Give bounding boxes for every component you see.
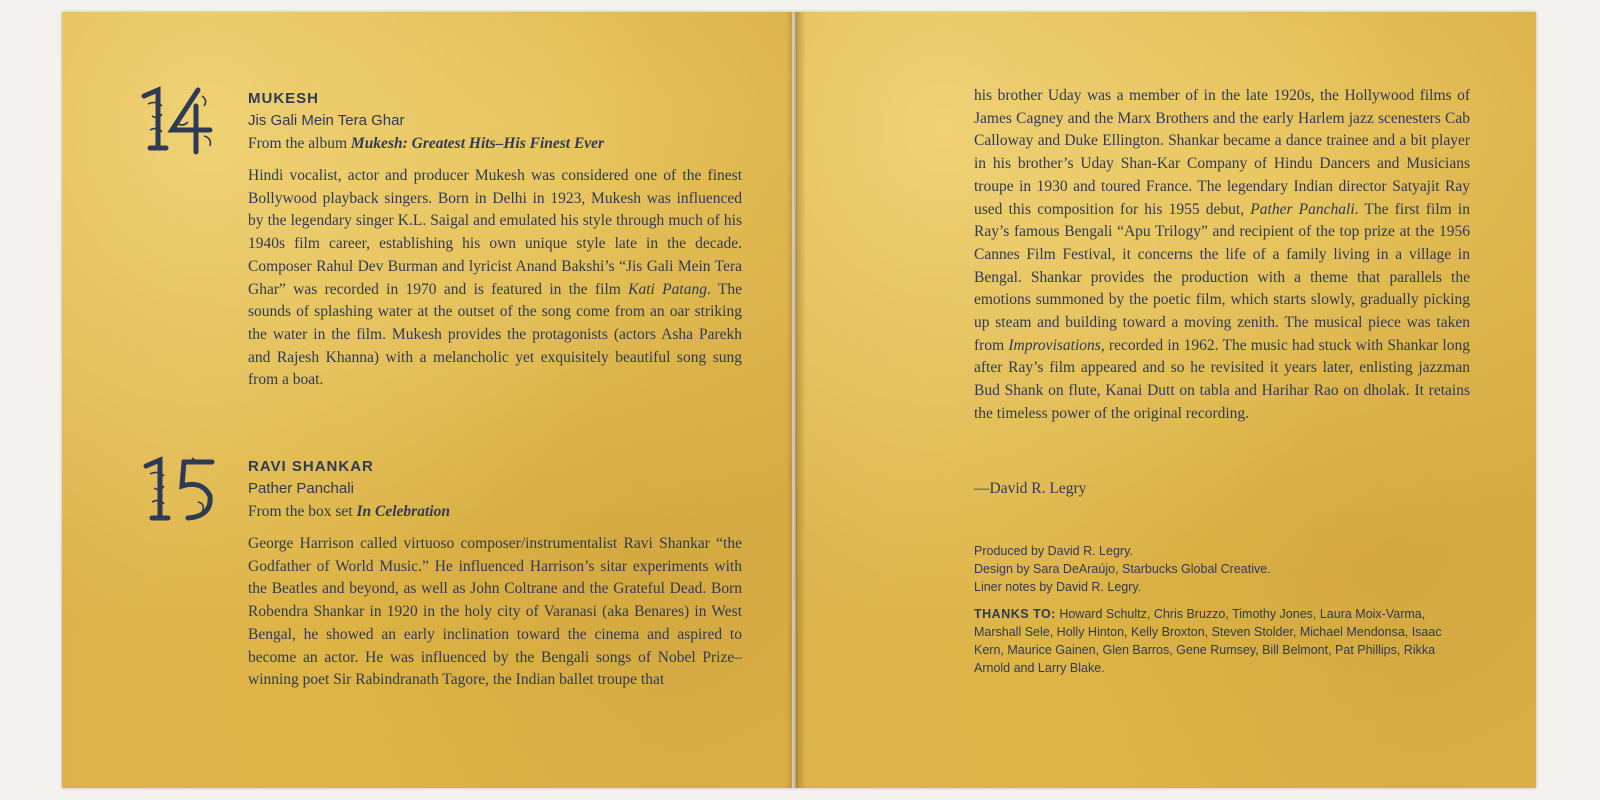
film-title-pather-panchali: Pather Panchali	[1250, 200, 1355, 218]
track-14-section	[248, 88, 748, 392]
ornamental-number-15-icon	[140, 456, 220, 526]
continued-text-2: . The first film in Ray’s famous Bengali “Apu Trilogy” and recipient of the top prize at the 1956 Cannes Film Festival, it concerns the life of a family living in a village in Bengal. Shankar provides the production with a theme that parallels the emotions summoned by the poetic film, which starts slowly, gradually picking up steam and building toward a moving zenith. The musical piece was taken from	[974, 200, 1470, 354]
track-14-artist: MUKESH	[248, 90, 320, 107]
track-15-box-set-title: In Celebration	[356, 503, 450, 520]
continued-text-1: his brother Uday was a member of in the late 1920s, the Hollywood films of James Cagney and the Marx Brothers and the early Harlem jazz scenesters Cab Calloway and Duke Ellington. Shankar became a dance trainee and a bit player in his brother’s Uday Shan-Kar Company of Hindu Dancers and Musicians troupe in 1930 and toured France. The legendary Indian director Satyajit Ray used this composition for his 1955 debut,	[974, 87, 1470, 218]
produced-by: Produced by David R. Legry.	[974, 544, 1133, 558]
track-15-source-prefix: From the box set	[248, 503, 357, 520]
liner-notes-by: Liner notes by David R. Legry.	[974, 580, 1142, 594]
track-14-film-title: Kati Patang	[628, 280, 707, 298]
track-15-notes-continued	[974, 85, 1470, 426]
track-14-album-title: Mukesh: Greatest Hits–His Finest Ever	[350, 135, 605, 152]
track-15-artist: RAVI SHANKAR	[248, 458, 374, 475]
design-by: Design by Sara DeAraújo, Starbucks Global Creative.	[974, 562, 1271, 576]
track-14-notes	[248, 165, 742, 392]
track-15-section	[248, 456, 748, 692]
track-14-notes-text-1: Hindi vocalist, actor and producer Mukesh was considered one of the finest Bollywood playback singers. Born in Delhi in 1923, Mukesh was influenced by the legendary singer K.L. Saigal and emulated his style through much of his 1940s film career, establishing his own unique style late in the decade. Composer Rahul Dev Burman and lyricist Anand Bakshi’s “Jis Gali Mein Tera Ghar” was recorded in 1970 and is featured in the film	[248, 167, 742, 298]
track-15-notes: George Harrison called virtuoso composer/instrumentalist Ravi Shankar “the Godfather of World Music.” He influenced Harrison’s sitar experiments with the Beatles and beyond, as well as John Coltrane and the Grateful Dead. Born Robendra Shankar in 1920 in the holy city of Varanasi (aka Benares) in West Bengal, he showed an early inclination toward the cinema and aspired to become an actor. He was influenced by the Bengali songs of Nobel Prize–winning poet Sir Rabindranath Tagore, the Indian ballet troupe that	[248, 535, 742, 689]
track-number-14	[138, 86, 218, 156]
thanks-to-names: Howard Schultz, Chris Bruzzo, Timothy Jones, Laura Moix-Varma, Marshall Sele, Holly Hinton, Kelly Broxton, Steven Stolder, Michael Mendonsa, Isaac Kern, Maurice Gainen, Glen Barros, Gene Rumsey, Bill Belmont, Pat Phillips, Rikka Arnold and Larry Blake.	[974, 607, 1442, 675]
credits-block	[974, 542, 1464, 677]
ornamental-number-14-icon	[138, 86, 218, 156]
author-signature: —David R. Legry	[974, 480, 1087, 497]
left-page	[62, 12, 792, 788]
track-number-15	[140, 456, 220, 526]
thanks-to-label: THANKS TO:	[974, 607, 1056, 621]
spine-gutter	[786, 12, 806, 788]
track-15-song: Pather Panchali	[248, 480, 354, 497]
continued-text-3: , recorded in 1962. The music had stuck with Shankar long after Ray’s film appeared and so he revisited it years later, enlisting jazzman Bud Shank on flute, Kanai Dutt on tabla and Harihar Rao on dholak. It retains the timeless power of the original recording.	[974, 336, 1470, 422]
track-15-source	[248, 500, 748, 524]
track-14-source-prefix: From the album	[248, 135, 351, 152]
booklet-spread	[62, 12, 1536, 788]
track-14-notes-text-2: . The sounds of splashing water at the outset of the song come from an oar striking the water in the film. Mukesh provides the protagonists (actors Asha Parekh and Rajesh Khanna) with a melancholic yet exquisitely beautiful song sung from a boat.	[248, 280, 742, 389]
right-page	[796, 12, 1536, 788]
thanks-to	[974, 605, 1464, 677]
album-title-improvisations: Improvisations	[1008, 336, 1101, 354]
track-14-source	[248, 132, 748, 156]
track-14-song: Jis Gali Mein Tera Ghar	[248, 112, 405, 129]
